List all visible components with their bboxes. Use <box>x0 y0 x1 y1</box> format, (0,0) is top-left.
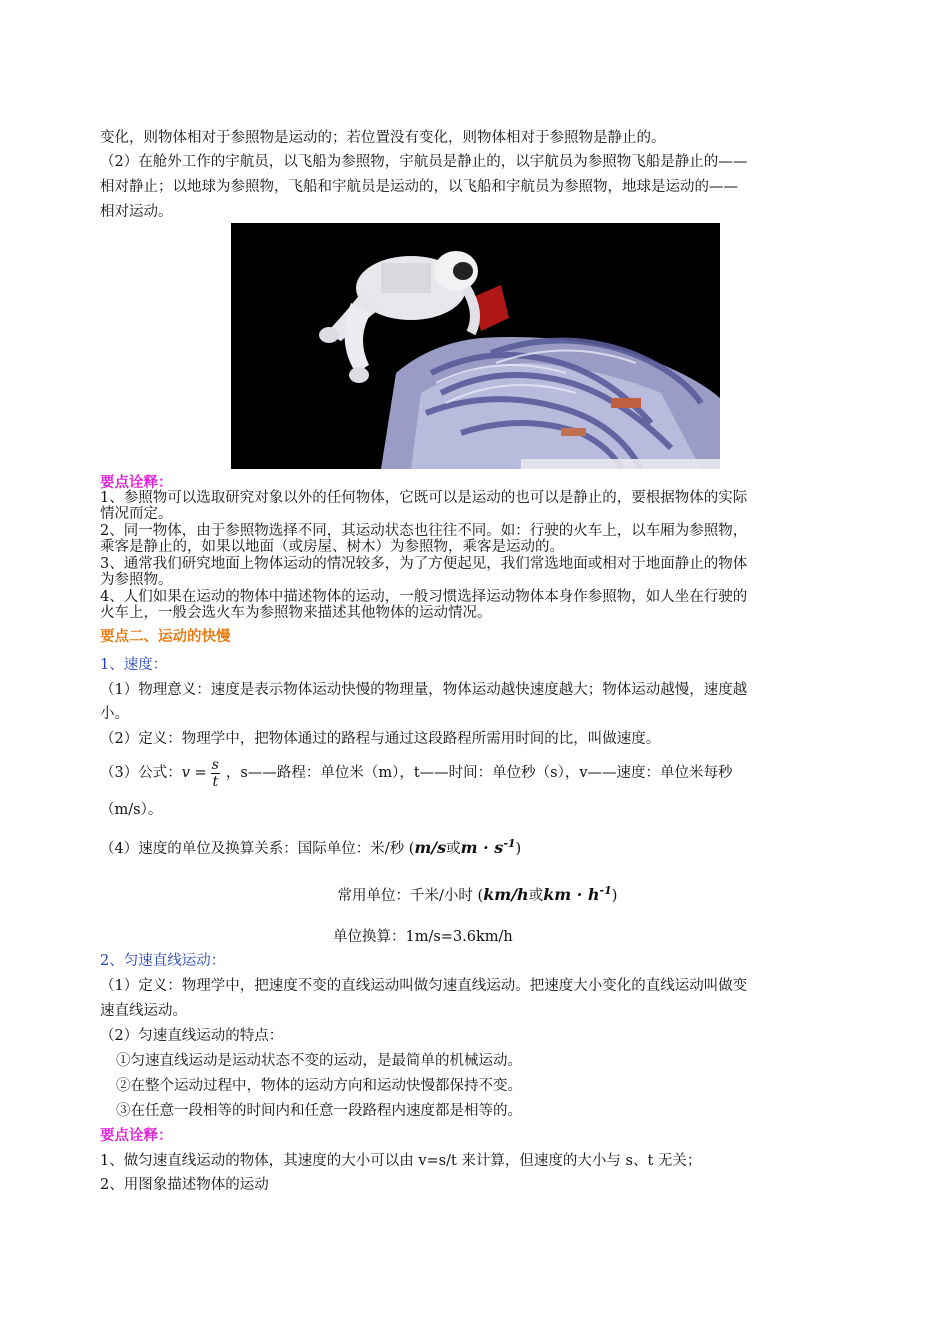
notes1-line-8: 火车上，一般会选火车为参照物来描述其他物体的运动情况。 <box>100 605 492 621</box>
formula-prefix: （3）公式： <box>100 765 182 781</box>
formula-rest: ，s——路程：单位米（m），t——时间：单位秒（s），v——速度：单位米每秒 <box>225 765 733 781</box>
notes1-line-3: 2、同一物体，由于参照物选择不同，其运动状态也往往不同。如：行驶的火车上，以车厢为参照物， <box>100 523 748 539</box>
formula-numerator: s <box>211 756 219 773</box>
speed-formula-line <box>100 755 855 791</box>
intro-line-3: 相对静止；以地球为参照物，飞船和宇航员是运动的，以飞船和宇航员为参照物，地球是运动的—— <box>100 179 738 195</box>
unit-m-s-inverse: m · s <box>460 837 504 857</box>
notes2-line-1: 1、做匀速直线运动的物体，其速度的大小可以由 v=s/t 来计算，但速度的大小与 s、t 无关； <box>100 1153 702 1169</box>
unit-km-h-inverse: km · h <box>543 884 600 904</box>
intro-line-4: 相对运动。 <box>100 204 173 220</box>
units-close-2: ) <box>611 887 618 904</box>
unit-exponent-1: -1 <box>503 837 516 850</box>
unit-m-per-s: m/s <box>414 837 447 857</box>
section2-heading: 要点二、运动的快慢 <box>100 628 231 645</box>
common-prefix: 常用单位：千米/小时 ( <box>337 887 484 904</box>
notes1-line-7: 4、人们如果在运动的物体中描述物体的运动，一般习惯选择运动物体本身作参照物，如人坐在行驶的 <box>100 589 748 605</box>
unit-conversion: 单位换算：1m/s=3.6km/h <box>333 929 513 945</box>
formula-fraction <box>211 757 220 790</box>
units-or-2: 或 <box>528 887 544 904</box>
speed-units-line <box>100 832 855 861</box>
notes2-heading: 要点诠释： <box>100 1127 173 1144</box>
speed-title: 1、速度： <box>100 657 168 673</box>
uniform-motion-title: 2、匀速直线运动： <box>100 953 226 969</box>
speed-definition: （2）定义：物理学中，把物体通过的路程与通过这段路程所需用时间的比，叫做速度。 <box>100 731 661 747</box>
notes2-line-2: 2、用图象描述物体的运动 <box>100 1177 269 1193</box>
speed-meaning-line-2: 小。 <box>100 706 129 722</box>
units-or-1: 或 <box>446 840 461 857</box>
speed-meaning-line-1: （1）物理意义：速度是表示物体运动快慢的物理量，物体运动越快速度越大；物体运动越慢，速度越 <box>100 682 748 698</box>
speed-formula-line-2: （m/s）。 <box>100 802 163 818</box>
uniform-definition-line-2: 速直线运动。 <box>100 1003 187 1019</box>
uniform-definition-line-1: （1）定义：物理学中，把速度不变的直线运动叫做匀速直线运动。把速度大小变化的直线运动叫做变 <box>100 978 748 994</box>
formula-lhs: v = <box>181 765 207 781</box>
astronaut-photo <box>231 223 720 469</box>
intro-line-1: 变化，则物体相对于参照物是运动的；若位置没有变化，则物体相对于参照物是静止的。 <box>100 130 666 146</box>
units-prefix: （4）速度的单位及换算关系：国际单位：米/秒 ( <box>100 840 415 857</box>
intro-line-2: （2）在舱外工作的宇航员，以飞船为参照物，宇航员是静止的，以宇航员为参照物飞船是静止的—— <box>100 154 748 170</box>
uniform-feature-1: ①匀速直线运动是运动状态不变的运动，是最简单的机械运动。 <box>116 1053 522 1069</box>
notes1-line-4: 乘客是静止的，如果以地面（或房屋、树木）为参照物，乘客是运动的。 <box>100 539 564 555</box>
notes1-line-5: 3、通常我们研究地面上物体运动的情况较多，为了方便起见，我们常选地面或相对于地面静止的物体 <box>100 556 748 572</box>
uniform-features-title: （2）匀速直线运动的特点： <box>100 1028 284 1044</box>
uniform-feature-2: ②在整个运动过程中，物体的运动方向和运动快慢都保持不变。 <box>116 1078 522 1094</box>
notes1-line-1: 1、参照物可以选取研究对象以外的任何物体，它既可以是运动的也可以是静止的，要根据物体的实际 <box>100 490 748 506</box>
common-units-line <box>100 878 855 909</box>
formula-denominator: t <box>212 773 219 790</box>
astronaut-illustration <box>231 223 720 469</box>
unit-exponent-2: -1 <box>599 884 612 897</box>
notes1-line-6: 为参照物。 <box>100 572 173 588</box>
notes1-line-2: 情况而定。 <box>100 506 173 522</box>
unit-km-per-h: km/h <box>483 884 529 904</box>
units-close-1: ) <box>515 840 522 857</box>
uniform-feature-3: ③在任意一段相等的时间内和任意一段路程内速度都是相等的。 <box>116 1103 522 1119</box>
notes1-heading: 要点诠释： <box>100 474 173 491</box>
